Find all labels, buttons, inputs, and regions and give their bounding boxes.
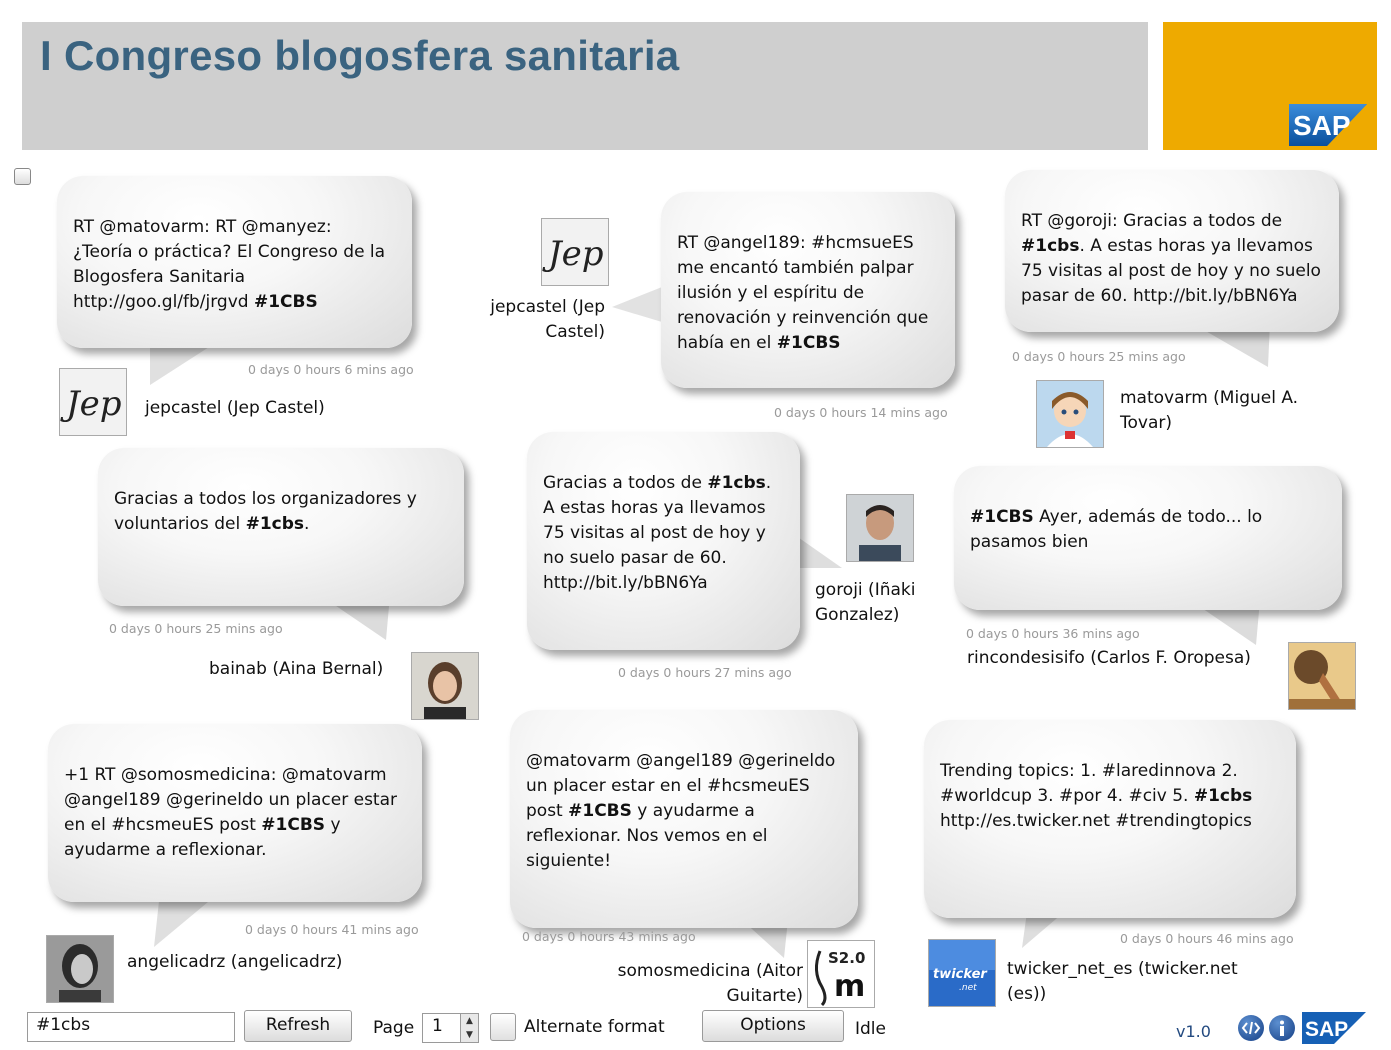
avatar-jep[interactable] (541, 218, 609, 286)
photo-avatar-icon (47, 936, 113, 1002)
tweet-bubble-6 (954, 466, 1342, 610)
tweet-time: 0 days 0 hours 43 mins ago (522, 929, 696, 944)
tweet-time: 0 days 0 hours 25 mins ago (109, 621, 283, 636)
svg-text:.net: .net (959, 983, 977, 993)
hashtag: #1CBS (253, 292, 318, 312)
spinner-up-icon[interactable]: ▲ (466, 1016, 473, 1026)
tweet-time: 0 days 0 hours 46 mins ago (1120, 931, 1294, 946)
hashtag: #1CBS (970, 507, 1034, 527)
avatar-bainab[interactable] (411, 652, 479, 720)
svg-text:S2.0: S2.0 (828, 949, 866, 967)
tweet-text: . (304, 514, 310, 534)
bubble-tail (140, 340, 230, 395)
status-text: Idle (855, 1019, 886, 1039)
alternate-format-checkbox[interactable] (490, 1013, 516, 1041)
hashtag: #1cbs (707, 473, 766, 493)
photo-avatar-icon (847, 495, 913, 561)
avatar-twicker[interactable] (928, 939, 996, 1007)
sap-logo (1289, 104, 1367, 146)
svg-text:SAP: SAP (1305, 1018, 1349, 1041)
tweet-user[interactable]: twicker_net_es (twicker.net (es)) (1007, 959, 1238, 1004)
sap-logo-panel (1163, 22, 1377, 150)
hashtag: #1CBS (261, 815, 326, 835)
avatar-matovarm[interactable] (1036, 380, 1104, 448)
avatar-somosmedicina[interactable] (807, 940, 875, 1008)
page-spinner[interactable] (460, 1013, 479, 1043)
tweet-user[interactable]: rincondesisifo (Carlos F. Oropesa) (967, 648, 1251, 668)
tweet-bubble-3 (1005, 170, 1339, 332)
hashtag: #1cbs (245, 514, 305, 534)
select-checkbox[interactable] (14, 168, 31, 185)
bubble-tail (792, 528, 852, 578)
tweet-bubble-4 (98, 448, 464, 606)
tweet-time: 0 days 0 hours 41 mins ago (245, 922, 419, 937)
hashtag: #1CBS (568, 801, 632, 821)
tweet-user[interactable]: jepcastel (Jep Castel) (145, 398, 325, 418)
tweet-text: RT @angel189: #hcmsueES me encantó también palpar ilusión y el espíritu de renovación y reinvención que había en el (677, 233, 929, 353)
page-number-input[interactable]: 1 (422, 1013, 462, 1043)
page-title: I Congreso blogosfera sanitaria (40, 32, 680, 79)
tweet-bubble-2 (661, 192, 955, 388)
tweet-time: 0 days 0 hours 36 mins ago (966, 626, 1140, 641)
tweet-time: 0 days 0 hours 6 mins ago (248, 362, 414, 377)
search-input[interactable]: #1cbs (27, 1012, 235, 1042)
options-button[interactable]: Options (702, 1010, 844, 1042)
avatar-goroji[interactable] (846, 494, 914, 562)
tweet-user[interactable]: jepcastel (Jep Castel) (490, 297, 605, 342)
tweet-text: Trending topics: 1. #laredinnova 2. #worldcup 3. #por 4. #civ 5. (940, 761, 1238, 806)
tweet-text: y ayudarme a reflexionar. Nos vemos en el siguiente! (526, 801, 768, 871)
svg-text:SAP: SAP (1293, 110, 1351, 141)
tweet-text: Gracias a todos de (543, 473, 708, 493)
tweet-bubble-9 (924, 720, 1296, 918)
tweet-time: 0 days 0 hours 14 mins ago (774, 405, 948, 420)
jep-avatar-icon (542, 219, 608, 285)
jep-avatar-icon (60, 369, 126, 435)
version-label: v1.0 (1176, 1022, 1211, 1041)
tweet-time: 0 days 0 hours 27 mins ago (618, 665, 792, 680)
svg-text:m: m (834, 969, 866, 1004)
sisyphus-avatar-icon (1289, 643, 1355, 709)
tweet-time: 0 days 0 hours 25 mins ago (1012, 349, 1186, 364)
avatar-jep[interactable] (59, 368, 127, 436)
svg-text:twicker: twicker (933, 967, 987, 982)
cartoon-avatar-icon (1037, 381, 1103, 447)
tweet-text: . A estas horas ya llevamos 75 visitas al post de hoy y no suelo pasar de 60. http://bit.ly/bBN6Ya (1021, 236, 1321, 306)
tweet-text: RT @goroji: Gracias a todos de (1021, 211, 1283, 231)
tweet-user[interactable]: matovarm (Miguel A. Tovar) (1120, 388, 1299, 433)
avatar-angelicadrz[interactable] (46, 935, 114, 1003)
tweet-text: . A estas horas ya llevamos 75 visitas al post de hoy y no suelo pasar de 60. http://bit.ly/bBN6Ya (543, 473, 772, 593)
tweet-text: y ayudarme a reflexionar. (64, 815, 341, 860)
header-bar (22, 22, 1148, 150)
embed-code-icon[interactable] (1238, 1015, 1264, 1041)
sap-small-logo (1302, 1012, 1366, 1044)
tweet-user[interactable]: bainab (Aina Bernal) (209, 659, 384, 679)
spinner-down-icon[interactable]: ▼ (466, 1030, 473, 1040)
tweet-user[interactable]: angelicadrz (angelicadrz) (127, 952, 343, 972)
twicker-logo-icon (929, 940, 995, 1006)
tweet-bubble-7 (48, 724, 422, 902)
tweet-bubble-1 (57, 176, 412, 348)
tweet-user[interactable]: somosmedicina (Aitor Guitarte) (617, 961, 803, 1006)
tweet-text: Gracias a todos los organizadores y voluntarios del (114, 489, 417, 534)
tweet-text: RT @matovarm: RT @manyez: ¿Teoría o práctica? El Congreso de la Blogosfera Sanitaria http://goo.gl/fb/jrgvd (73, 217, 386, 312)
tweet-text: Ayer, además de todo... lo pasamos bien (970, 507, 1263, 552)
hashtag: #1CBS (776, 333, 841, 353)
tweet-text: @matovarm @angel189 @gerineldo un placer estar en el #hcsmeuES post (526, 751, 836, 821)
hashtag: #1cbs (1193, 786, 1253, 806)
refresh-button[interactable]: Refresh (244, 1010, 352, 1042)
hashtag: #1cbs (1021, 236, 1080, 256)
page-label: Page (373, 1018, 415, 1038)
tweet-bubble-5 (527, 432, 800, 650)
tweet-text: +1 RT @somosmedicina: @matovarm @angel189 @gerineldo un placer estar en el #hcsmeuES post (64, 765, 398, 835)
s20m-logo-icon (808, 941, 874, 1007)
avatar-rincondesisifo[interactable] (1288, 642, 1356, 710)
info-icon[interactable] (1269, 1015, 1295, 1041)
svg-text:Jep: Jep (548, 234, 604, 274)
alternate-format-label: Alternate format (524, 1017, 665, 1037)
svg-text:Jep: Jep (66, 384, 122, 424)
tweet-text: http://es.twicker.net #trendingtopics (940, 811, 1252, 831)
tweet-bubble-8 (510, 710, 858, 928)
photo-avatar-icon (412, 653, 478, 719)
tweet-user[interactable]: goroji (Iñaki Gonzalez) (815, 580, 916, 625)
